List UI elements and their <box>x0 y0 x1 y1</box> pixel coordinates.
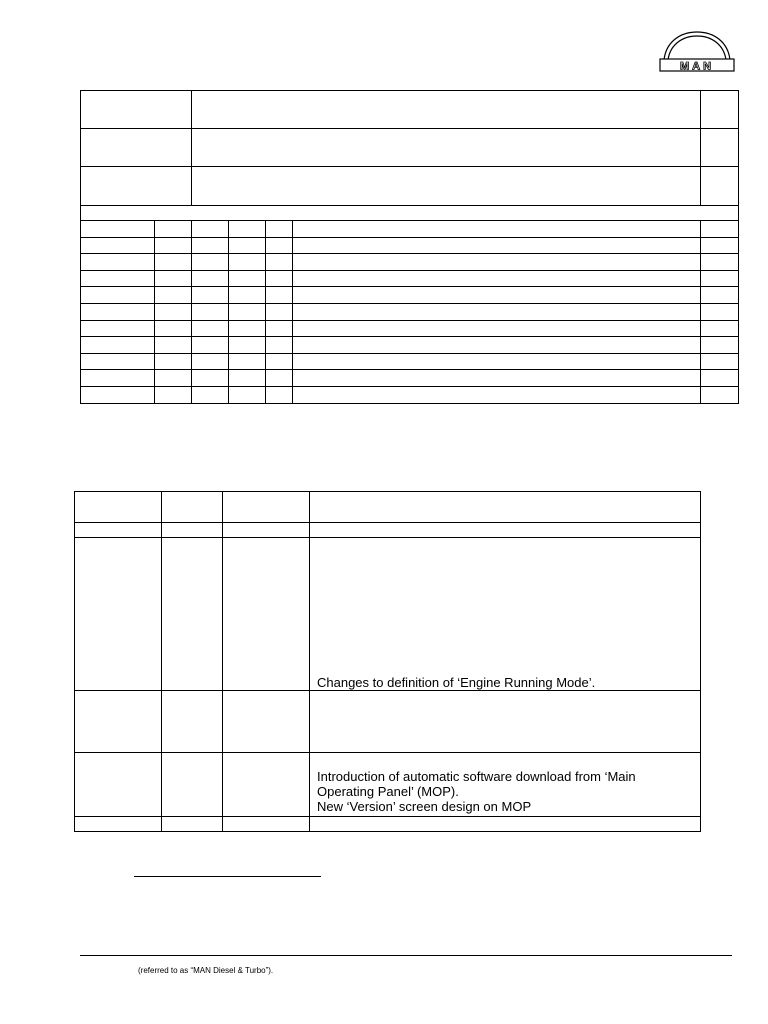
distribution-row <box>81 270 739 287</box>
distribution-row <box>81 254 739 271</box>
header-row-3 <box>81 167 739 206</box>
distribution-row <box>81 303 739 320</box>
distribution-row <box>81 337 739 354</box>
description-line: Operating Panel’ (MOP). <box>317 784 459 799</box>
distribution-row <box>81 221 739 238</box>
revision-row <box>75 523 701 538</box>
footer-rule <box>80 955 732 956</box>
header-value-cell <box>192 129 701 167</box>
revision-description <box>310 691 701 753</box>
revision-row <box>75 691 701 753</box>
distribution-row <box>81 320 739 337</box>
revision-description <box>310 538 701 691</box>
header-value-cell <box>192 91 701 129</box>
distribution-row <box>81 353 739 370</box>
header-side-cell <box>701 167 739 206</box>
distribution-row <box>81 287 739 304</box>
revision-row <box>75 753 701 817</box>
header-label-cell <box>81 167 192 206</box>
description-line: New ‘Version’ screen design on MOP <box>317 799 532 814</box>
header-row-2 <box>81 129 739 167</box>
header-label-cell <box>81 129 192 167</box>
revision-header-cell <box>162 492 223 523</box>
revision-header-cell <box>75 492 162 523</box>
header-side-cell <box>701 129 739 167</box>
revision-row <box>75 817 701 832</box>
revision-header-cell <box>223 492 310 523</box>
header-strip-cell <box>81 206 739 221</box>
footer-note: (referred to as “MAN Diesel & Turbo”). <box>138 966 274 975</box>
revision-history-table <box>74 491 701 832</box>
revision-row <box>75 538 701 691</box>
revision-description <box>310 753 701 817</box>
document-header-table <box>80 90 739 404</box>
man-logo <box>658 30 736 74</box>
distribution-row <box>81 370 739 387</box>
distribution-row <box>81 237 739 254</box>
revision-header-row <box>75 492 701 523</box>
description-line: Changes to definition of ‘Engine Running Mode’. <box>317 675 596 690</box>
revision-header-cell <box>310 492 701 523</box>
footnote-separator <box>134 876 321 877</box>
header-side-cell <box>701 91 739 129</box>
distribution-row <box>81 386 739 403</box>
header-strip-row <box>81 206 739 221</box>
header-row-title <box>81 91 739 129</box>
logo-text: MAN <box>679 60 715 73</box>
description-line: Introduction of automatic software download from ‘Main <box>317 769 636 784</box>
header-label-cell <box>81 91 192 129</box>
header-value-cell <box>192 167 701 206</box>
